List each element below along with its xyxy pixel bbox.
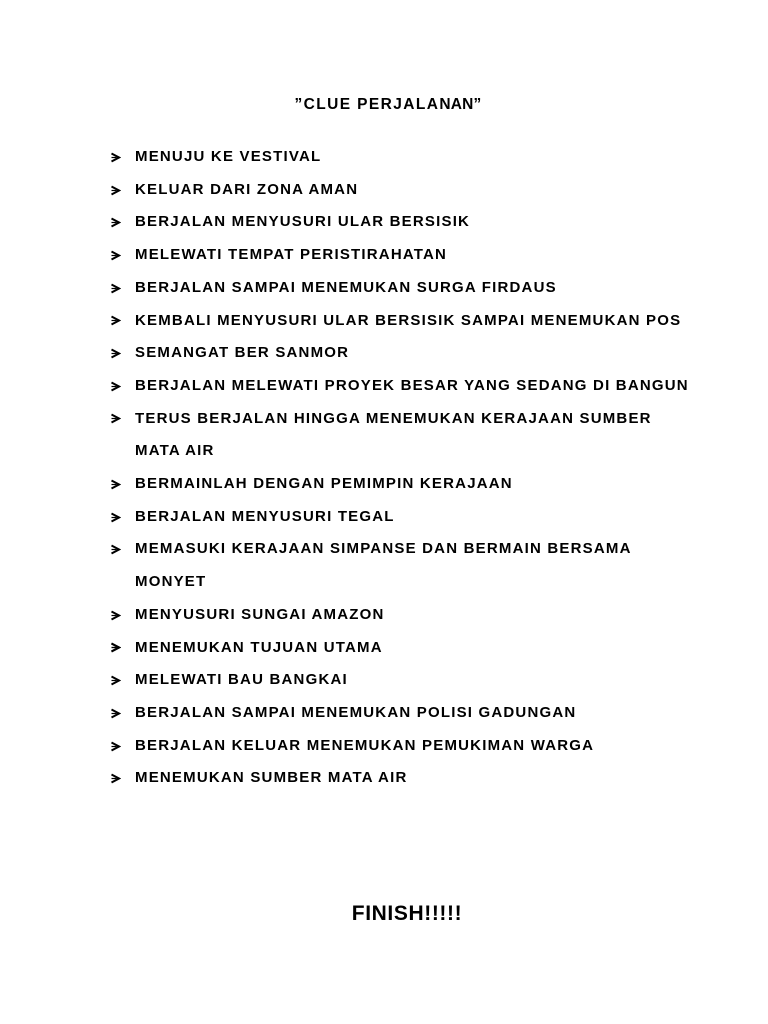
arrowhead-bullet-icon (110, 370, 126, 403)
clue-item (110, 403, 690, 468)
clue-text: BERJALAN MELEWATI PROYEK BESAR YANG SEDANG DI BANGUN (135, 376, 689, 394)
clue-item (110, 697, 690, 730)
clue-item (110, 305, 690, 338)
clue-text: MENUJU KE VESTIVAL (135, 148, 322, 165)
clue-item (110, 206, 690, 239)
clue-text: TERUS BERJALAN HINGGA MENEMUKAN KERAJAAN SUMBER MATA AIR (135, 409, 652, 460)
arrowhead-bullet-icon (110, 272, 126, 305)
arrowhead-bullet-icon (110, 501, 126, 534)
clue-text: BERMAINLAH DENGAN PEMIMPIN KERAJAAN (135, 475, 513, 493)
arrowhead-bullet-icon (110, 533, 126, 566)
clue-text: KELUAR DARI ZONA AMAN (135, 180, 359, 198)
clue-item (110, 730, 690, 763)
clue-item (110, 762, 690, 795)
arrowhead-bullet-icon (110, 632, 126, 665)
arrowhead-bullet-icon (110, 599, 126, 632)
clue-text: MEMASUKI KERAJAAN SIMPANSE DAN BERMAIN BERSAMA MONYET (135, 540, 632, 591)
clue-item (110, 272, 690, 305)
clue-text: BERJALAN KELUAR MENEMUKAN PEMUKIMAN WARGA (135, 736, 595, 754)
arrowhead-bullet-icon (110, 206, 126, 239)
arrowhead-bullet-icon (110, 141, 126, 174)
clue-text: MENYUSURI SUNGAI AMAZON (135, 605, 385, 623)
clue-list (110, 141, 690, 795)
clue-text: BERJALAN SAMPAI MENEMUKAN SURGA FIRDAUS (135, 278, 557, 296)
document-title-main: ”CLUE PERJALA (294, 96, 440, 113)
clue-text: BERJALAN MENYUSURI TEGAL (135, 507, 395, 525)
arrowhead-bullet-icon (110, 239, 126, 272)
finish-heading: FINISH!!!!! (351, 902, 463, 925)
clue-item (110, 632, 690, 665)
document-title-tail: NAN” (439, 96, 482, 113)
arrowhead-bullet-icon (110, 697, 126, 730)
clue-item (110, 141, 690, 174)
arrowhead-bullet-icon (110, 305, 126, 338)
clue-text: SEMANGAT BER SANMOR (135, 344, 350, 362)
clue-item (110, 599, 690, 632)
arrowhead-bullet-icon (110, 664, 126, 697)
clue-item (110, 239, 690, 272)
clue-text: MENEMUKAN SUMBER MATA AIR (135, 769, 408, 787)
arrowhead-bullet-icon (110, 403, 126, 436)
clue-item (110, 370, 690, 403)
clue-text: MENEMUKAN TUJUAN UTAMA (135, 638, 383, 656)
clue-text: BERJALAN MENYUSURI ULAR BERSISIK (135, 213, 471, 231)
arrowhead-bullet-icon (110, 730, 126, 763)
clue-item (110, 337, 690, 370)
document-title (0, 94, 768, 116)
clue-item (110, 468, 690, 501)
clue-item (110, 174, 690, 207)
clue-text: MELEWATI TEMPAT PERISTIRAHATAN (135, 246, 448, 264)
arrowhead-bullet-icon (110, 337, 126, 370)
clue-item (110, 533, 690, 598)
clue-text: MELEWATI BAU BANGKAI (135, 671, 348, 689)
clue-text: BERJALAN SAMPAI MENEMUKAN POLISI GADUNGAN (135, 703, 577, 721)
arrowhead-bullet-icon (110, 174, 126, 207)
arrowhead-bullet-icon (110, 762, 126, 795)
clue-item (110, 501, 690, 534)
clue-item (110, 664, 690, 697)
clue-text: KEMBALI MENYUSURI ULAR BERSISIK SAMPAI MENEMUKAN POS (135, 311, 682, 329)
arrowhead-bullet-icon (110, 468, 126, 501)
